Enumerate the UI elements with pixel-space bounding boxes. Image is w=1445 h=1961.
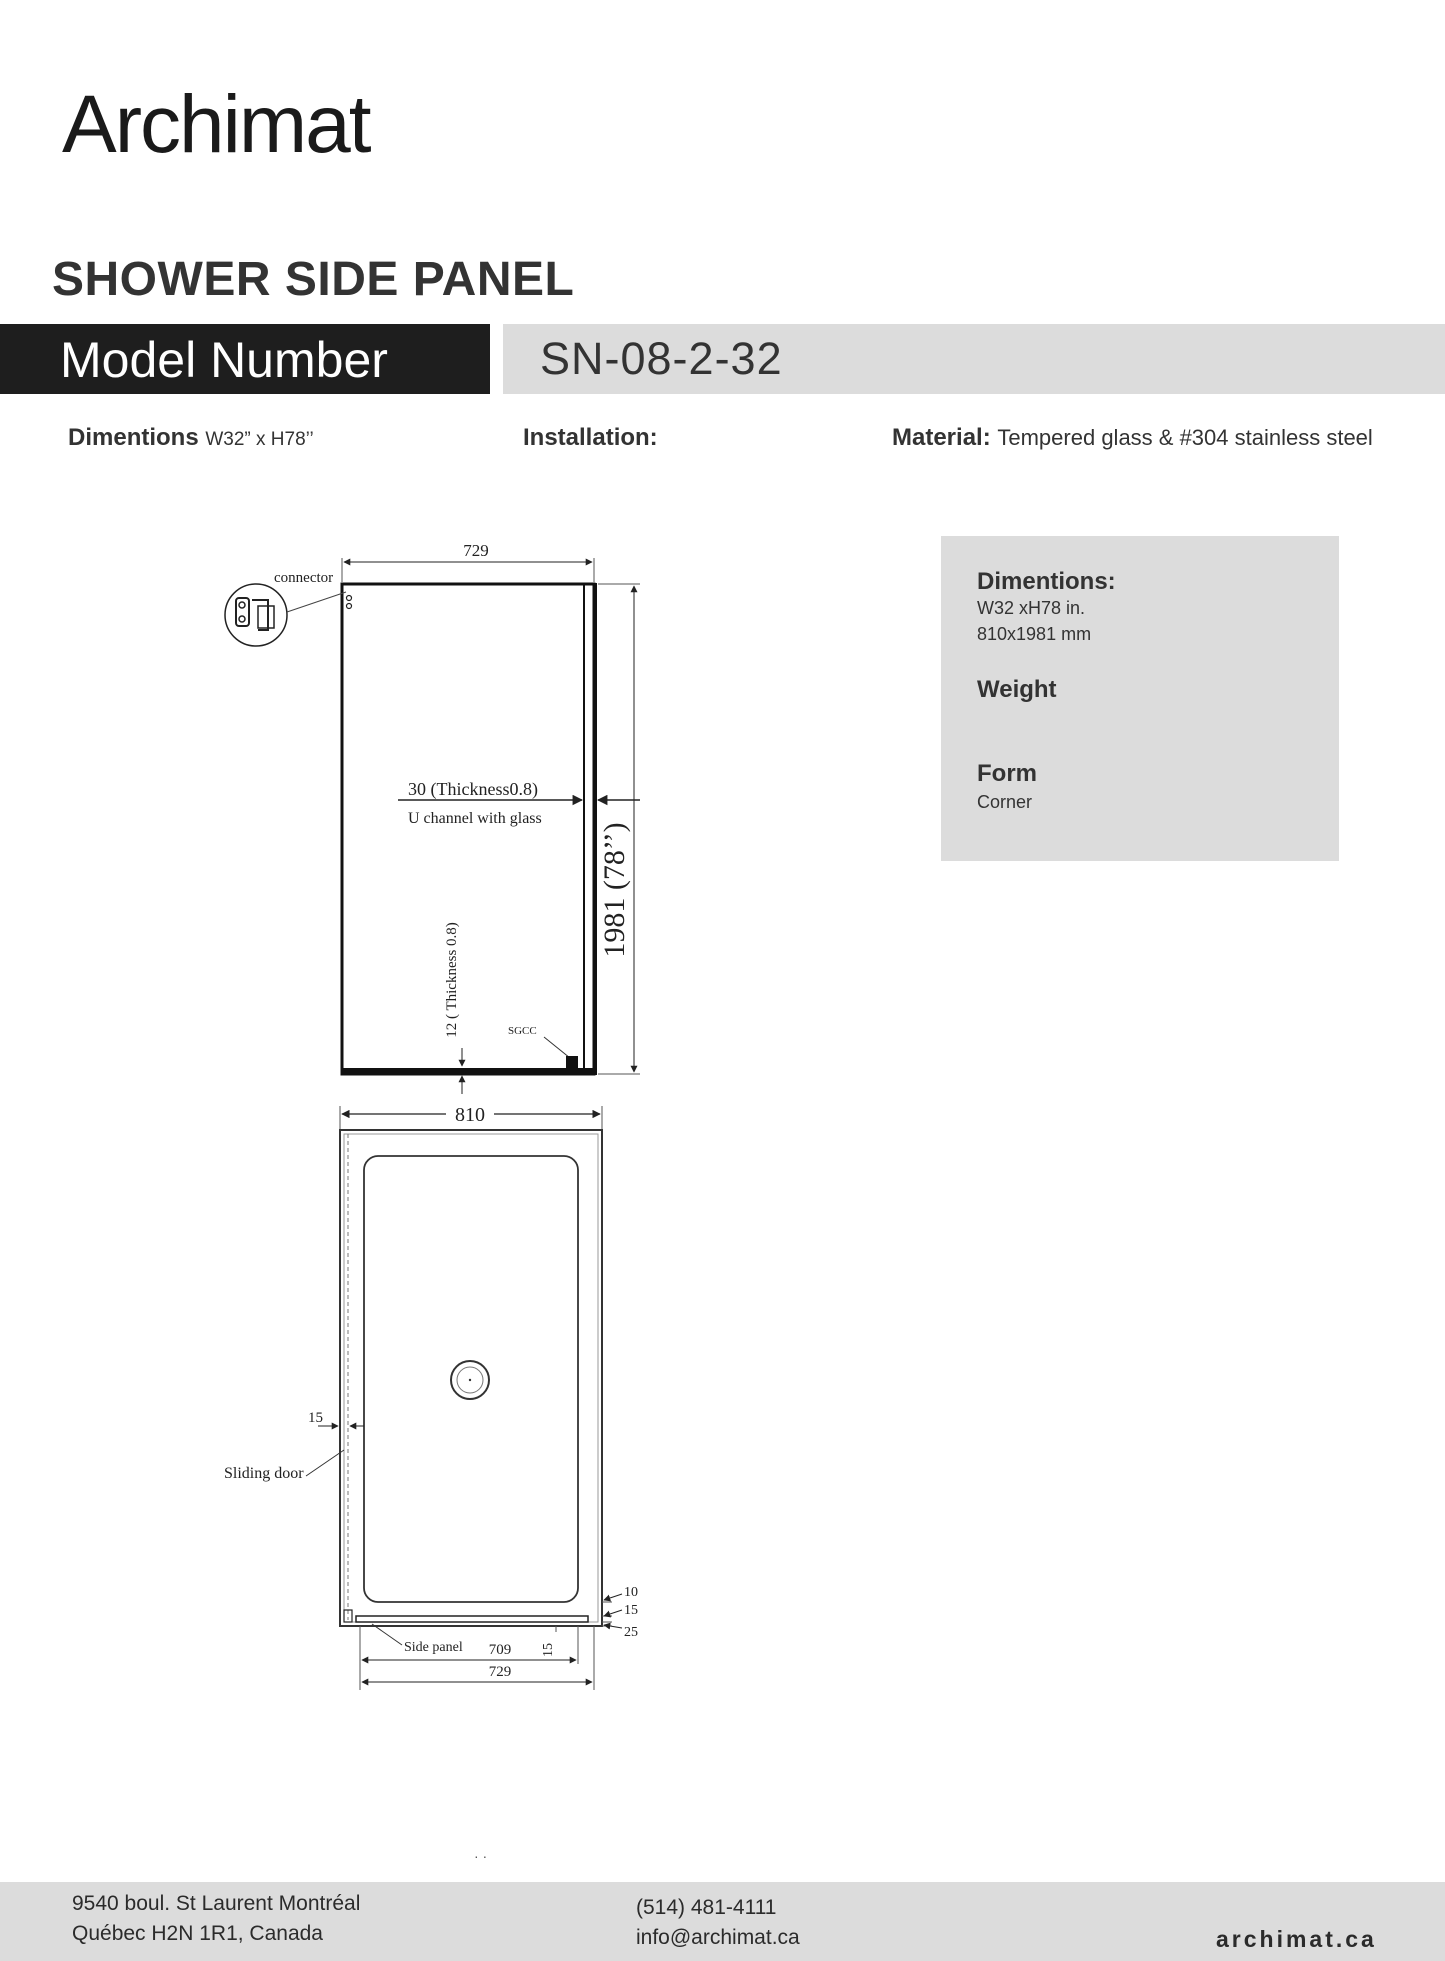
footer-phone[interactable]: (514) 481-4111 [636, 1896, 777, 1919]
glass-panel-outline [342, 584, 594, 1074]
sgcc-label: SGCC [508, 1025, 537, 1037]
footer-address-line1: 9540 boul. St Laurent Montréal [72, 1892, 361, 1915]
footer-address-line2: Québec H2N 1R1, Canada [72, 1922, 323, 1945]
dim-10-label: 10 [624, 1585, 638, 1600]
plan-width-label: 810 [455, 1104, 485, 1126]
height-dimension-label: 1981 (78’’) [598, 822, 631, 958]
material-value: Tempered glass & #304 stainless steel [997, 425, 1373, 450]
plan-view [224, 1100, 638, 1690]
side-panel-label: Side panel [404, 1640, 463, 1655]
left-gap-label: 15 [308, 1410, 323, 1426]
dimensions-label: Dimentions [68, 424, 199, 451]
shower-tray-basin [364, 1156, 578, 1602]
connector-label: connector [274, 570, 334, 586]
installation-label: Installation: [523, 424, 658, 451]
footer [0, 1882, 1445, 1961]
shower-tray-outline [340, 1130, 602, 1626]
dim-709-label: 709 [488, 1642, 512, 1658]
dim-729-label: 729 [488, 1664, 512, 1680]
u-channel-note: U channel with glass [408, 810, 542, 827]
dim-15-label: 15 [624, 1603, 638, 1618]
infobox-form-value: Corner [977, 792, 1033, 812]
archimat-logo: Archimat [62, 79, 370, 170]
material-label: Material: [892, 424, 991, 451]
footer-website[interactable]: archimat.ca [1216, 1926, 1377, 1952]
model-number-value: SN-08-2-32 [540, 333, 783, 384]
elevation-view [225, 541, 640, 1094]
sliding-door-label: Sliding door [224, 1465, 304, 1482]
infobox-dimensions-mm: 810x1981 mm [977, 624, 1092, 644]
document-title: SHOWER SIDE PANEL [52, 253, 575, 306]
dimensions-value: W32” x H78’’ [205, 429, 314, 450]
model-number-label: Model Number [60, 332, 388, 388]
u-channel-dimension: 30 (Thickness0.8) [408, 779, 538, 799]
infobox-weight-heading: Weight [977, 676, 1057, 703]
stray-marks: · · [474, 1848, 488, 1864]
dim-25-label: 25 [624, 1625, 638, 1640]
elevation-width-label: 729 [463, 541, 489, 560]
infobox-dimensions-heading: Dimentions: [977, 568, 1116, 595]
infobox-form-heading: Form [977, 760, 1037, 787]
bottom-channel [342, 1068, 596, 1074]
infobox-dimensions-in: W32 xH78 in. [977, 598, 1086, 618]
connector-detail-icon [225, 584, 287, 646]
footer-email[interactable]: info@archimat.ca [636, 1926, 800, 1949]
dim-15b-label: 15 [541, 1643, 556, 1657]
side-panel-shape [356, 1616, 588, 1622]
bottom-thickness-label: 12 ( Thickness 0.8) [444, 922, 460, 1038]
